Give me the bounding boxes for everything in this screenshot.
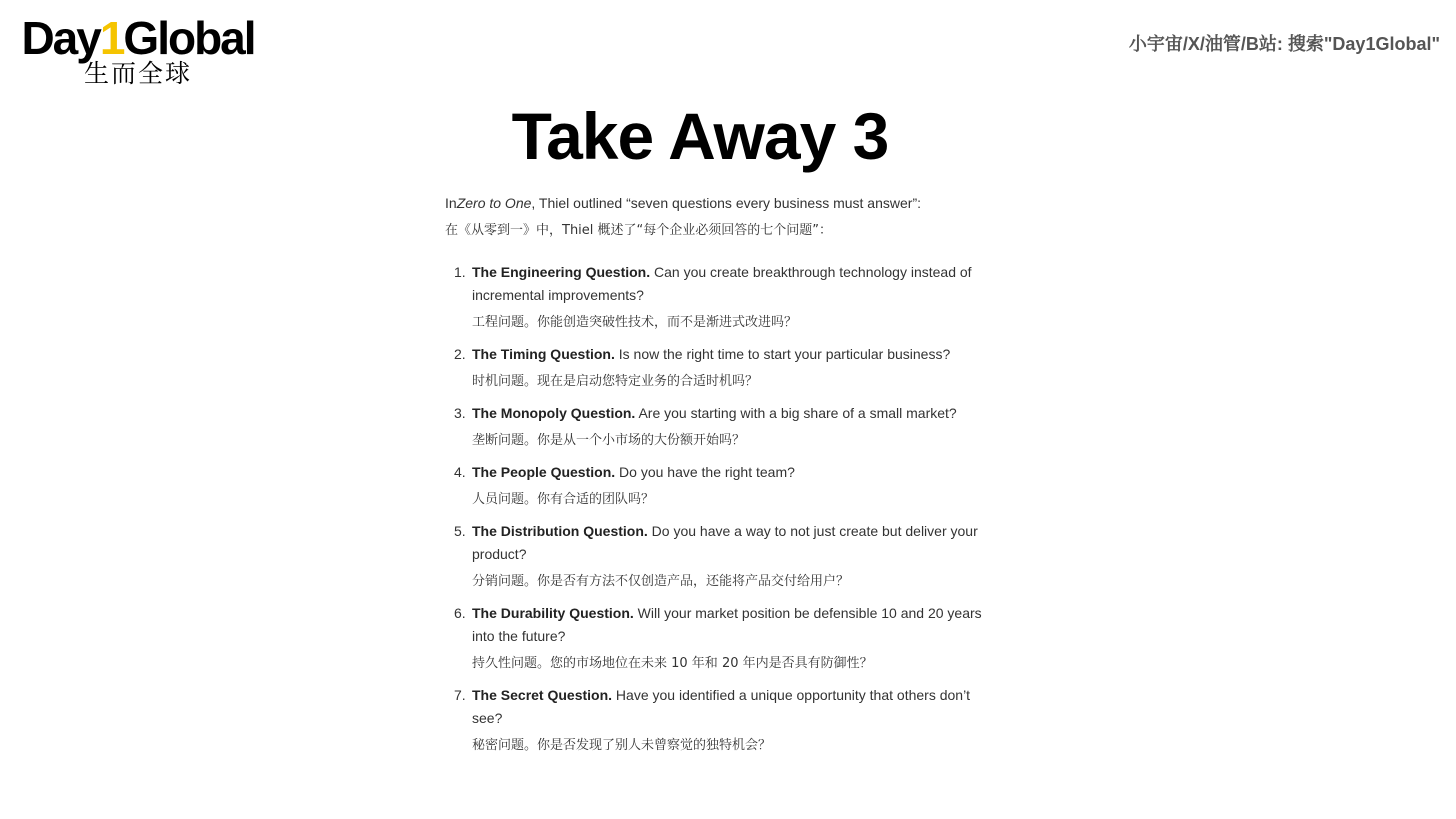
list-item [445, 520, 990, 593]
question-chinese: 人员问题。你有合适的团队吗？ [472, 492, 655, 507]
question-title: The Monopoly Question. [472, 405, 636, 421]
question-english [472, 602, 990, 648]
question-english [472, 402, 990, 425]
question-english [472, 261, 990, 307]
question-text: Have you identified a unique opportunity that others don’t see? [472, 687, 971, 726]
question-number: 2. [454, 346, 466, 362]
question-title: The People Question. [472, 464, 616, 480]
list-item [445, 684, 990, 757]
list-item [445, 402, 990, 452]
question-english [472, 684, 990, 730]
intro-suffix: , Thiel outlined “seven questions every business must answer”: [531, 195, 921, 211]
question-number: 3. [454, 405, 466, 421]
question-english [472, 343, 990, 366]
question-chinese: 持久性问题。您的市场地位在未来 10 年和 20 年内是否具有防御性？ [472, 656, 873, 671]
logo-suffix: Global [123, 12, 255, 64]
book-title: Zero to One [456, 195, 532, 211]
question-chinese: 时机问题。现在是启动您特定业务的合适时机吗？ [472, 374, 759, 389]
list-item [445, 343, 990, 393]
question-text: Do you have a way to not just create but deliver your product? [472, 523, 978, 562]
content-body [445, 192, 990, 766]
question-chinese: 垄断问题。你是从一个小市场的大份额开始吗？ [472, 433, 746, 448]
question-chinese: 工程问题。你能创造突破性技术，而不是渐进式改进吗？ [472, 315, 798, 330]
social-search-hint: 小宇宙/X/油管/B站: 搜索"Day1Global" [1128, 34, 1440, 54]
question-list [445, 261, 990, 757]
question-chinese: 秘密问题。你是否发现了别人未曾察觉的独特机会？ [472, 738, 772, 753]
list-item [445, 261, 990, 334]
logo-prefix: Day [21, 12, 100, 64]
list-item [445, 602, 990, 675]
page-title: Take Away 3 [511, 99, 889, 173]
question-text: Do you have the right team? [615, 464, 795, 480]
question-title: The Durability Question. [472, 605, 634, 621]
list-item [445, 461, 990, 511]
question-text: Will your market position be defensible 10 and 20 years into the future? [472, 605, 982, 644]
question-english [472, 520, 990, 566]
intro-chinese: 在《从零到一》中，Thiel 概述了“每个企业必须回答的七个问题”： [445, 223, 833, 238]
intro-prefix: In [445, 195, 457, 211]
logo-one: 1 [99, 12, 124, 64]
question-number: 5. [454, 523, 466, 539]
question-title: The Timing Question. [472, 346, 615, 362]
question-chinese: 分销问题。你是否有方法不仅创造产品，还能将产品交付给用户？ [472, 574, 850, 589]
logo-wordmark [20, 14, 256, 62]
question-number: 6. [454, 605, 466, 621]
question-title: The Engineering Question. [472, 264, 651, 280]
question-text: Can you create breakthrough technology instead of incremental improvements? [472, 264, 972, 303]
logo-subtitle: 生而全球 [83, 59, 192, 88]
question-text: Is now the right time to start your particular business? [614, 346, 951, 362]
question-text: Are you starting with a big share of a small market? [635, 405, 957, 421]
question-number: 7. [454, 687, 466, 703]
intro-english [445, 192, 990, 214]
question-number: 1. [454, 264, 466, 280]
question-number: 4. [454, 464, 466, 480]
brand-logo [20, 14, 256, 88]
question-english [472, 461, 990, 484]
question-title: The Secret Question. [472, 687, 613, 703]
question-title: The Distribution Question. [472, 523, 648, 539]
